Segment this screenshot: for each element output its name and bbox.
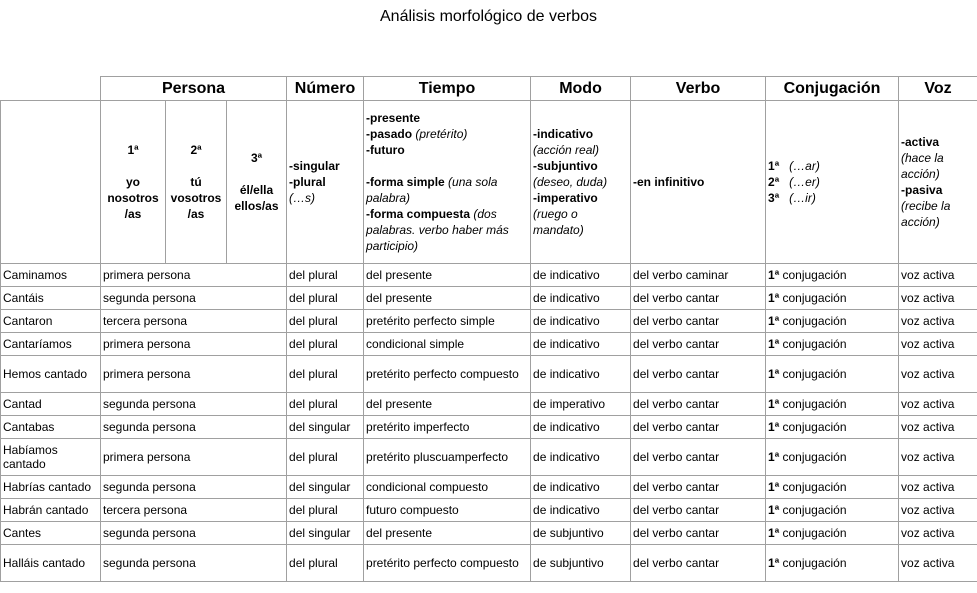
- verb-form-cell: Cantáis: [1, 287, 101, 310]
- voz-cell: voz activa: [899, 393, 977, 416]
- persona-cell: tercera persona: [101, 499, 287, 522]
- verb-form-cell: Cantaron: [1, 310, 101, 333]
- tiempo-cell: del presente: [364, 264, 531, 287]
- conj-label: conjugación: [782, 314, 847, 328]
- conj-label: conjugación: [782, 268, 847, 282]
- voz-cell: voz activa: [899, 264, 977, 287]
- conj-label: conjugación: [782, 397, 847, 411]
- conjugacion-cell: [766, 356, 899, 393]
- conj-label: conjugación: [782, 337, 847, 351]
- numero-cell: del plural: [287, 393, 364, 416]
- header-row: [1, 77, 977, 101]
- header-modo: Modo: [531, 77, 631, 101]
- legend-persona-2: [166, 101, 227, 264]
- persona-pronoun: ellos/as: [234, 199, 279, 213]
- verbo-cell: del verbo cantar: [631, 393, 766, 416]
- verbo-cell: del verbo cantar: [631, 333, 766, 356]
- legend-line: -pasado: [366, 127, 413, 141]
- legend-line: -indicativo: [533, 127, 594, 141]
- legend-line: -subjuntivo: [533, 159, 598, 173]
- verbo-cell: del verbo cantar: [631, 356, 766, 393]
- voz-cell: voz activa: [899, 310, 977, 333]
- tiempo-cell: futuro compuesto: [364, 499, 531, 522]
- legend-conjugacion: [766, 101, 899, 264]
- voz-cell: voz activa: [899, 416, 977, 439]
- page-title: Análisis morfológico de verbos: [380, 8, 597, 25]
- table-row: [1, 393, 977, 416]
- conj-ending: (…ir): [789, 191, 816, 205]
- legend-voz: [899, 101, 977, 264]
- numero-cell: del singular: [287, 416, 364, 439]
- voz-cell: voz activa: [899, 287, 977, 310]
- conjugacion-cell: [766, 499, 899, 522]
- tiempo-cell: del presente: [364, 393, 531, 416]
- conjugacion-cell: [766, 416, 899, 439]
- conj-ending: (…er): [789, 175, 820, 189]
- verb-analysis-table: [0, 76, 977, 582]
- conjugacion-cell: [766, 310, 899, 333]
- conjugacion-cell: [766, 333, 899, 356]
- persona-cell: primera persona: [101, 356, 287, 393]
- voz-cell: voz activa: [899, 545, 977, 582]
- verb-rows: [1, 264, 977, 582]
- header-tiempo: Tiempo: [364, 77, 531, 101]
- conjugacion-cell: [766, 393, 899, 416]
- conjugacion-cell: [766, 439, 899, 476]
- table-row: [1, 416, 977, 439]
- numero-cell: del plural: [287, 310, 364, 333]
- voz-cell: voz activa: [899, 439, 977, 476]
- modo-cell: de indicativo: [531, 476, 631, 499]
- conjugacion-cell: [766, 522, 899, 545]
- conj-number: 3ª: [768, 191, 780, 205]
- legend-persona-3: [227, 101, 287, 264]
- numero-cell: del plural: [287, 439, 364, 476]
- persona-cell: segunda persona: [101, 522, 287, 545]
- table-row: [1, 310, 977, 333]
- persona-pronoun: /as: [187, 207, 205, 221]
- conj-ending: (…ar): [789, 159, 820, 173]
- table-row: [1, 356, 977, 393]
- conj-label: conjugación: [782, 556, 847, 570]
- legend-line: -activa: [901, 135, 940, 149]
- numero-cell: del plural: [287, 356, 364, 393]
- verb-form-cell: Habíamos cantado: [1, 439, 101, 476]
- conj-number: 1ª: [768, 450, 780, 464]
- persona-cell: segunda persona: [101, 545, 287, 582]
- conj-number: 1ª: [768, 480, 780, 494]
- legend-tiempo: [364, 101, 531, 264]
- header-persona: Persona: [101, 77, 287, 101]
- persona-number: 3ª: [250, 151, 263, 165]
- legend-line: -plural: [289, 175, 326, 189]
- verb-form-cell: Habrán cantado: [1, 499, 101, 522]
- conj-label: conjugación: [782, 480, 847, 494]
- persona-number: 2ª: [190, 143, 202, 157]
- modo-cell: de indicativo: [531, 439, 631, 476]
- modo-cell: de indicativo: [531, 333, 631, 356]
- tiempo-cell: pretérito imperfecto: [364, 416, 531, 439]
- verbo-cell: del verbo cantar: [631, 439, 766, 476]
- modo-cell: de imperativo: [531, 393, 631, 416]
- modo-cell: de subjuntivo: [531, 545, 631, 582]
- numero-cell: del plural: [287, 499, 364, 522]
- persona-cell: segunda persona: [101, 393, 287, 416]
- legend-line: -forma simple: [366, 175, 445, 189]
- verb-form-cell: Habrías cantado: [1, 476, 101, 499]
- persona-cell: tercera persona: [101, 310, 287, 333]
- verb-form-cell: Cantabas: [1, 416, 101, 439]
- voz-cell: voz activa: [899, 476, 977, 499]
- tiempo-cell: del presente: [364, 522, 531, 545]
- persona-cell: segunda persona: [101, 416, 287, 439]
- conj-number: 1ª: [768, 291, 780, 305]
- corner-cell: [1, 77, 101, 101]
- verbo-cell: del verbo cantar: [631, 416, 766, 439]
- voz-cell: voz activa: [899, 333, 977, 356]
- table-row: [1, 439, 977, 476]
- verb-form-cell: Cantaríamos: [1, 333, 101, 356]
- legend-line: -imperativo: [533, 191, 598, 205]
- persona-cell: primera persona: [101, 439, 287, 476]
- legend-line: -forma compuesta: [366, 207, 471, 221]
- numero-cell: del plural: [287, 545, 364, 582]
- persona-cell: primera persona: [101, 264, 287, 287]
- verb-form-cell: Caminamos: [1, 264, 101, 287]
- conj-label: conjugación: [782, 450, 847, 464]
- persona-pronoun: yo: [125, 175, 140, 189]
- conj-number: 1ª: [768, 556, 780, 570]
- persona-pronoun: vosotros: [170, 191, 222, 205]
- conjugacion-cell: [766, 264, 899, 287]
- numero-cell: del singular: [287, 476, 364, 499]
- modo-cell: de indicativo: [531, 356, 631, 393]
- verb-form-cell: Hemos cantado: [1, 356, 101, 393]
- conjugacion-cell: [766, 476, 899, 499]
- legend-note: (pretérito): [415, 127, 468, 141]
- verbo-cell: del verbo cantar: [631, 287, 766, 310]
- conj-number: 1ª: [768, 337, 780, 351]
- legend-row: [1, 101, 977, 264]
- modo-cell: de subjuntivo: [531, 522, 631, 545]
- persona-number: 1ª: [127, 143, 139, 157]
- legend-note: (…s): [289, 191, 316, 205]
- verbo-cell: del verbo cantar: [631, 310, 766, 333]
- modo-cell: de indicativo: [531, 287, 631, 310]
- modo-cell: de indicativo: [531, 264, 631, 287]
- conj-number: 1ª: [768, 397, 780, 411]
- conj-number: 1ª: [768, 420, 780, 434]
- voz-cell: voz activa: [899, 499, 977, 522]
- table-row: [1, 333, 977, 356]
- verbo-cell: del verbo cantar: [631, 545, 766, 582]
- conj-number: 1ª: [768, 159, 780, 173]
- conj-label: conjugación: [782, 367, 847, 381]
- conj-label: conjugación: [782, 420, 847, 434]
- legend-note: (acción real): [533, 143, 600, 157]
- tiempo-cell: del presente: [364, 287, 531, 310]
- table-row: [1, 287, 977, 310]
- legend-note: (dos palabras. verbo haber más participio): [366, 207, 509, 253]
- tiempo-cell: pretérito perfecto compuesto: [364, 545, 531, 582]
- verbo-cell: del verbo cantar: [631, 499, 766, 522]
- verbo-cell: del verbo cantar: [631, 522, 766, 545]
- header-conjugacion: Conjugación: [766, 77, 899, 101]
- verb-form-cell: Cantes: [1, 522, 101, 545]
- conjugacion-cell: [766, 287, 899, 310]
- legend-line: -en infinitivo: [633, 175, 705, 189]
- numero-cell: del singular: [287, 522, 364, 545]
- conj-number: 2ª: [768, 175, 780, 189]
- legend-numero: [287, 101, 364, 264]
- voz-cell: voz activa: [899, 356, 977, 393]
- legend-note: (ruego o mandato): [533, 207, 584, 237]
- table-row: [1, 499, 977, 522]
- conj-number: 1ª: [768, 526, 780, 540]
- header-numero: Número: [287, 77, 364, 101]
- legend-line: -futuro: [366, 143, 405, 157]
- persona-pronoun: tú: [190, 175, 202, 189]
- conj-number: 1ª: [768, 268, 780, 282]
- numero-cell: del plural: [287, 264, 364, 287]
- legend-verbo: [631, 101, 766, 264]
- verb-form-cell: Halláis cantado: [1, 545, 101, 582]
- numero-cell: del plural: [287, 333, 364, 356]
- tiempo-cell: pretérito pluscuamperfecto: [364, 439, 531, 476]
- persona-pronoun: nosotros: [107, 191, 159, 205]
- tiempo-cell: pretérito perfecto compuesto: [364, 356, 531, 393]
- verbo-cell: del verbo cantar: [631, 476, 766, 499]
- persona-cell: segunda persona: [101, 287, 287, 310]
- verb-form-cell: Cantad: [1, 393, 101, 416]
- conj-number: 1ª: [768, 367, 780, 381]
- legend-note: (una sola palabra): [366, 175, 498, 205]
- legend-note: (deseo, duda): [533, 175, 608, 189]
- header-voz: Voz: [899, 77, 977, 101]
- legend-blank-cell: [1, 101, 101, 264]
- numero-cell: del plural: [287, 287, 364, 310]
- tiempo-cell: condicional compuesto: [364, 476, 531, 499]
- persona-pronoun: /as: [124, 207, 142, 221]
- legend-note: (hace la acción): [901, 151, 944, 181]
- conj-number: 1ª: [768, 314, 780, 328]
- legend-line: -singular: [289, 159, 340, 173]
- persona-cell: primera persona: [101, 333, 287, 356]
- persona-pronoun: él/ella: [239, 183, 274, 197]
- modo-cell: de indicativo: [531, 416, 631, 439]
- legend-persona-1: [101, 101, 166, 264]
- verbo-cell: del verbo caminar: [631, 264, 766, 287]
- conj-label: conjugación: [782, 291, 847, 305]
- table-row: [1, 476, 977, 499]
- table-row: [1, 264, 977, 287]
- tiempo-cell: pretérito perfecto simple: [364, 310, 531, 333]
- legend-line: -presente: [366, 111, 421, 125]
- conj-label: conjugación: [782, 526, 847, 540]
- conjugacion-cell: [766, 545, 899, 582]
- conj-number: 1ª: [768, 503, 780, 517]
- persona-cell: segunda persona: [101, 476, 287, 499]
- modo-cell: de indicativo: [531, 310, 631, 333]
- table-row: [1, 545, 977, 582]
- legend-modo: [531, 101, 631, 264]
- header-verbo: Verbo: [631, 77, 766, 101]
- tiempo-cell: condicional simple: [364, 333, 531, 356]
- modo-cell: de indicativo: [531, 499, 631, 522]
- table-row: [1, 522, 977, 545]
- legend-note: (recibe la acción): [901, 199, 951, 229]
- conj-label: conjugación: [782, 503, 847, 517]
- legend-line: -pasiva: [901, 183, 943, 197]
- voz-cell: voz activa: [899, 522, 977, 545]
